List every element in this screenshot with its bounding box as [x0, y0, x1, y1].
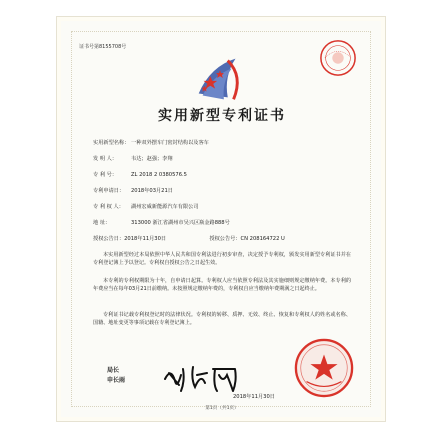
- field-label: 发 明 人：: [93, 156, 118, 162]
- official-seal-stamp: [293, 337, 355, 399]
- field-address: [93, 219, 230, 226]
- patent-office-emblem-icon: [189, 47, 251, 109]
- patent-certificate: [56, 16, 386, 422]
- field-value: 一种双外摆车门密封结构以及客车: [131, 140, 209, 146]
- field-label: 地 址：: [93, 220, 111, 226]
- field-inventors: [93, 155, 173, 162]
- certificate-title: 实用新型专利证书: [158, 108, 286, 124]
- grant-date: 授权公告日：2018年11月30日: [93, 236, 167, 242]
- signatory-name: 申长雨: [107, 377, 126, 384]
- field-value: 韦达；赵强；李翔: [131, 156, 173, 162]
- field-value: 湖州宏威新能源汽车有限公司: [131, 204, 199, 210]
- field-value: 2018年03月21日: [131, 188, 173, 194]
- paragraph-legal-status: 专利证书记载专利权登记时的法律状况。专利权的转移、质押、无效、终止、恢复和专利权人的姓名或名称、国籍、地址变更等事项记载在专利登记簿上。: [93, 312, 351, 327]
- field-label: 专 利 号：: [93, 172, 118, 178]
- sign-date: 2018年11月30日: [233, 394, 275, 400]
- anti-counterfeit-seal: [319, 39, 357, 77]
- paragraph-grant-decision: 本实用新型经过本局依照中华人民共和国专利法进行初步审查，决定授予专利权，颁发实用新型专利证书并在专利登记簿上予以登记。专利权自授权公告之日起生效。: [93, 252, 351, 267]
- signatory-title: 局长: [107, 367, 120, 374]
- field-utility-model-name: [93, 139, 209, 146]
- field-application-date: [93, 187, 173, 194]
- grant-announcement-number: 授权公告号：CN 208164722 U: [209, 236, 285, 242]
- grant-line: [93, 235, 285, 242]
- field-patent-number: [93, 171, 187, 178]
- paragraph-term-and-fees: 本专利的专利权期限为十年，自申请日起算。专利权人应当依照专利法及其实施细则规定缴纳年费。本专利的年费应当在每年03月21日前缴纳。未按照规定缴纳年费的，专利权自应当缴纳年费期满之日起终止。: [93, 278, 351, 293]
- field-label: 专 利 权 人：: [93, 204, 124, 210]
- page-number: 第1页（共1页）: [205, 406, 239, 411]
- field-value: ZL 2018 2 0380576.5: [131, 172, 187, 178]
- field-patentee: [93, 203, 198, 210]
- director-signature: [161, 361, 241, 395]
- field-label: 专利申请日：: [93, 188, 125, 194]
- certificate-number: 证书号第8155708号: [79, 44, 127, 50]
- field-label: 实用新型名称：: [93, 140, 130, 146]
- field-value: 313000 浙江省湖州市吴兴区瓶金路888号: [131, 220, 230, 226]
